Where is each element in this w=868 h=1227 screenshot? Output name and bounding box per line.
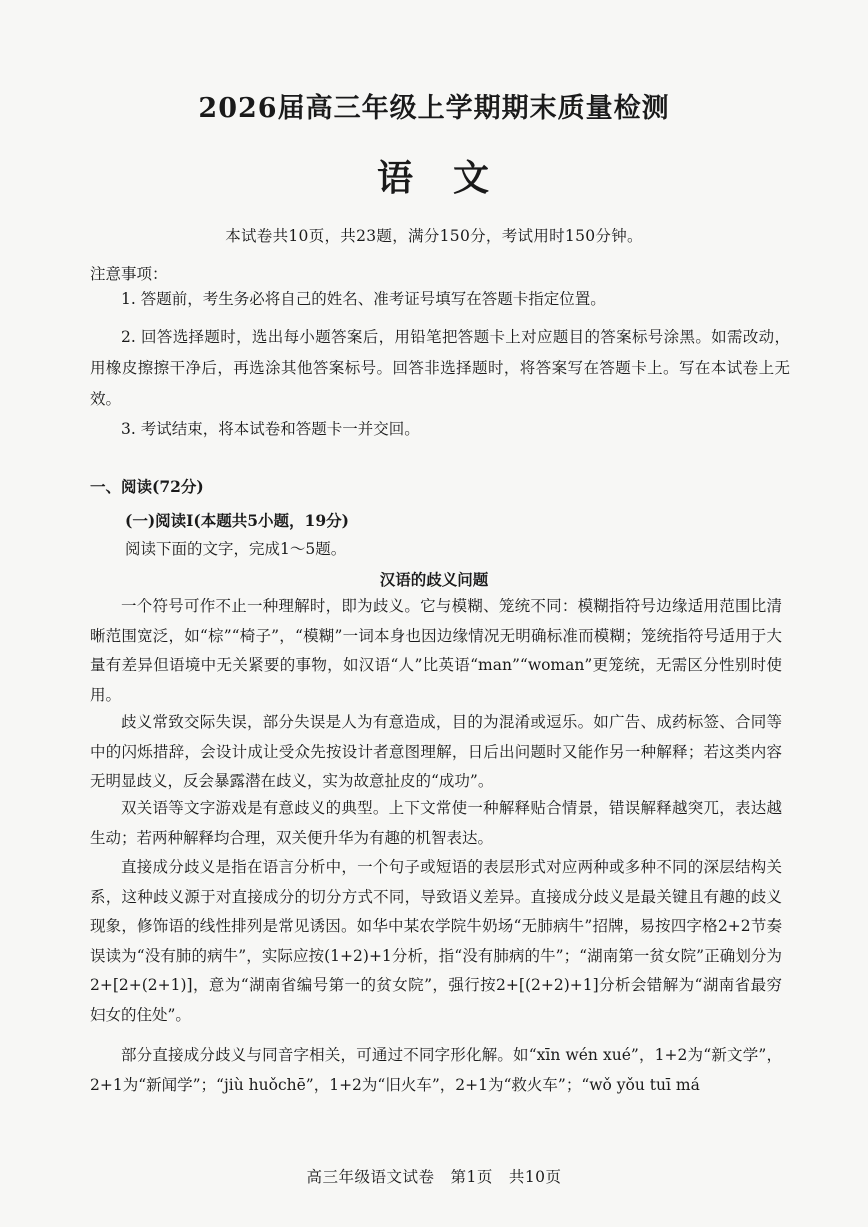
article-paragraph-1: 一个符号可作不止一种理解时，即为歧义。它与模糊、笼统不同：模糊指符号边缘适用范围比清晰范围宽泛，如“棕”“椅子”，“模糊”一词本身也因边缘情况无明确标准而模糊；笼统指符号适用于大量有差异但语境中无关紧要的事物，如汉语“人”比英语“man”“woman”更笼统，无需区分性别时使用。: [90, 597, 782, 704]
notice-item-2: 2. 回答选择题时，选出每小题答案后，用铅笔把答题卡上对应题目的答案标号涂黑。如需改动，用橡皮擦擦干净后，再选涂其他答案标号。回答非选择题时，将答案写在答题卡上。写在本试卷上无效。: [90, 328, 790, 408]
article-title: 汉语的歧义问题: [379, 570, 489, 589]
subject-title: 语 文: [376, 157, 491, 199]
exam-info: 本试卷共10页，共23题，满分150分，考试用时150分钟。: [225, 227, 643, 245]
article-paragraph-2: 歧义常致交际失误，部分失误是人为有意造成，目的为混淆或逗乐。如广告、成药标签、合同等中的闪烁措辞，会设计成让受众先按设计者意图理解，日后出问题时又能作另一种解释；若这类内容无明显歧义，反会暴露潜在歧义，实为故意扯皮的“成功”。: [90, 713, 782, 790]
notice-item-1: 1. 答题前，考生务必将自己的姓名、准考证号填写在答题卡指定位置。: [121, 290, 606, 308]
notice-item-3: 3. 考试结束，将本试卷和答题卡一并交回。: [121, 420, 420, 438]
section-title: 一、阅读(72分): [90, 477, 204, 496]
exam-title: 2026届高三年级上学期期末质量检测: [198, 93, 670, 124]
article-paragraph-5: 部分直接成分歧义与同音字相关，可通过不同字形化解。如“xīn wén xué”，1+2为“新文学”，2+1为“新闻学”；“jiù huǒchē”，1+2为“旧火车”，2+1为“救火车”；“wǒ yǒu tuī má: [90, 1046, 782, 1094]
notice-heading: 注意事项：: [90, 265, 168, 283]
article-paragraph-4: 直接成分歧义是指在语言分析中，一个句子或短语的表层形式对应两种或多种不同的深层结构关系，这种歧义源于对直接成分的切分方式不同，导致语义差异。直接成分歧义是最关键且有趣的歧义现象，修饰语的线性排列是常见诱因。如华中某农学院牛奶场“无肺病牛”招牌，易按四字格2+2节奏误读为“没有肺的病牛”，实际应按(1+2)+1分析，指“没有肺病的牛”；“湖南第一贫女院”正确划分为2+[2+(2+1)]，意为“湖南省编号第一的贫女院”，强行按2+[(2+2)+1]分析会错解为“湖南省最穷妇女的住处”。: [90, 858, 782, 1024]
subsection-title: (一)阅读Ⅰ(本题共5小题，19分): [125, 511, 349, 530]
page-footer: 高三年级语文试卷 第1页 共10页: [306, 1168, 562, 1186]
reading-direction: 阅读下面的文字，完成1～5题。: [125, 540, 347, 558]
article-paragraph-3: 双关语等文字游戏是有意歧义的典型。上下文常使一种解释贴合情景，错误解释越突兀，表达越生动；若两种解释均合理，双关便升华为有趣的机智表达。: [90, 799, 782, 847]
